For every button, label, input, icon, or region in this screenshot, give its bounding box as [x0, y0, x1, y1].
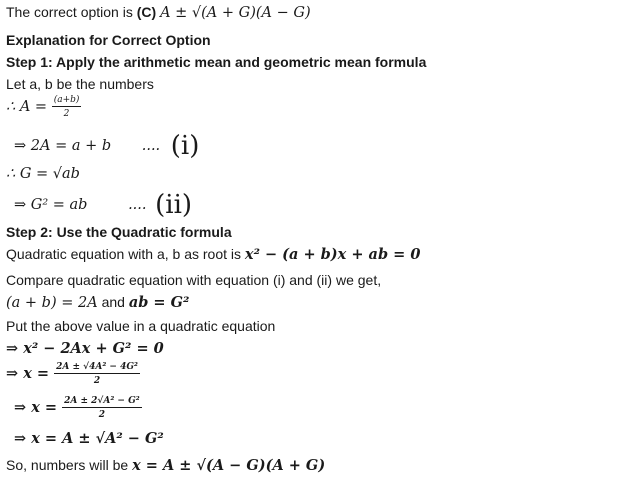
equation-i-tag: (i) — [170, 131, 200, 161]
step2-title: Step 2: Use the Quadratic formula — [6, 224, 232, 240]
substitution-and: and — [101, 294, 125, 310]
quadratic-substituted: ⇒ x² − 2Ax + G² = 0 — [6, 340, 164, 357]
conclusion-line — [6, 457, 325, 474]
equation-ii — [14, 192, 192, 218]
equation-ii-expr: ⇒ G² = ab — [14, 197, 88, 213]
arith-mean-fraction — [52, 95, 82, 119]
quadratic-expr: x² − (a + b)x + ab = 0 — [244, 246, 421, 263]
substitution-rhs: ab = G² — [128, 294, 190, 311]
root2-numerator: 2A ± 2√A² − G² — [64, 396, 140, 406]
root2-fraction — [62, 396, 142, 420]
put-text: Put the above value in a quadratic equation — [6, 318, 276, 334]
root1-fraction — [54, 362, 140, 386]
explanation-heading: Explanation for Correct Option — [6, 32, 211, 48]
answer-line — [6, 4, 311, 21]
equation-ii-tag: (ii) — [155, 190, 193, 220]
equation-i-dots: .... — [141, 138, 161, 154]
conclusion-expr: x = A ± √(A − G)(A + G) — [132, 457, 326, 474]
quadratic-line — [6, 246, 420, 263]
conclusion-text: So, numbers will be — [6, 457, 129, 473]
root-step-1 — [6, 362, 140, 386]
substitution-line — [6, 294, 189, 311]
step1-intro: Let a, b be the numbers — [6, 76, 154, 92]
root-step-2 — [14, 396, 142, 420]
answer-option-label: (C) — [136, 4, 157, 20]
geo-mean-formula: ∴ G = √ab — [6, 166, 80, 182]
equation-ii-dots: .... — [128, 197, 147, 213]
equation-i-expr: ⇒ 2A = a + b — [14, 138, 112, 154]
root2-denominator: 2 — [98, 410, 106, 420]
step1-title: Step 1: Apply the arithmetic mean and geometric mean formula — [6, 54, 427, 70]
arith-mean-numerator: (a+b) — [53, 95, 80, 105]
quadratic-text: Quadratic equation with a, b as root is — [6, 246, 242, 262]
arith-mean-lhs: ∴ A = — [6, 99, 48, 115]
root1-lhs: ⇒ x = — [6, 365, 50, 382]
equation-i — [14, 133, 199, 159]
substitution-lhs: (a + b) = 2A — [6, 295, 98, 311]
compare-text: Compare quadratic equation with equation (i) and (ii) we get, — [6, 272, 382, 288]
root-step-3: ⇒ x = A ± √A² − G² — [14, 430, 164, 447]
arith-mean-denominator: 2 — [63, 109, 70, 119]
root2-lhs: ⇒ x = — [14, 399, 58, 416]
answer-expression: A ± √(A + G)(A − G) — [160, 5, 311, 21]
root1-denominator: 2 — [93, 376, 101, 386]
answer-prefix: The correct option is — [6, 4, 133, 20]
arith-mean-formula — [6, 95, 81, 119]
root1-numerator: 2A ± √4A² − 4G² — [56, 362, 138, 372]
